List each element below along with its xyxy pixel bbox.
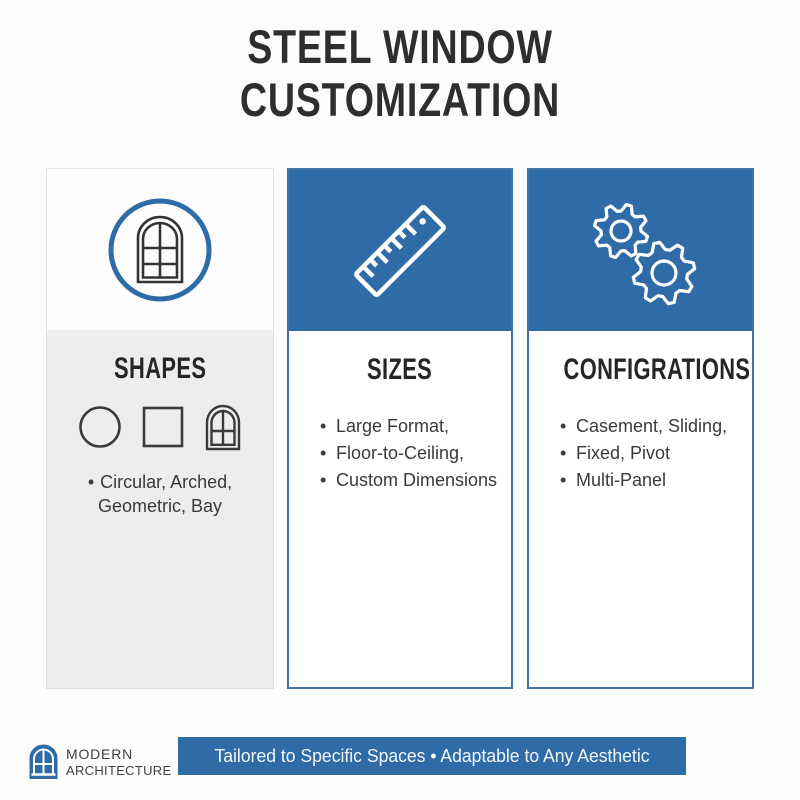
page-title-line1: STEEL WINDOW <box>247 20 553 73</box>
arched-window-in-circle-icon <box>106 196 214 304</box>
shapes-bullet-line2: Geometric, Bay <box>97 496 223 516</box>
card-shapes-heading-text: SHAPES <box>113 352 207 385</box>
sizes-bullet-2: • Floor-to-Ceiling, <box>320 440 511 467</box>
page-title-line2: CUSTOMIZATION <box>239 73 561 126</box>
footer-banner <box>178 737 686 775</box>
shapes-bullet-line1: Circular, Arched, <box>100 472 233 492</box>
page-title <box>0 20 800 126</box>
gears-icon <box>561 183 721 318</box>
card-shapes-header <box>47 169 273 330</box>
shapes-bullet-text <box>47 470 273 518</box>
sizes-bullet-1: • Large Format, <box>320 413 511 440</box>
card-configurations-heading-text: CONFIGRATIONS <box>563 353 751 386</box>
card-configurations-header <box>529 170 752 331</box>
card-shapes-heading <box>47 352 273 386</box>
footer-banner-text: Tailored to Specific Spaces • Adaptable to Any Aesthetic <box>214 745 650 766</box>
brand-name-line1: MODERN <box>66 746 134 762</box>
configurations-bullet-3: • Multi-Panel <box>560 467 752 494</box>
square-shape-icon <box>142 406 184 448</box>
configurations-bullet-1: • Casement, Sliding, <box>560 413 752 440</box>
sizes-bullet-list <box>320 413 511 494</box>
card-sizes <box>287 168 513 689</box>
ruler-icon <box>325 176 475 326</box>
sizes-bullet-3: • Custom Dimensions <box>320 467 511 494</box>
card-shapes <box>46 168 274 689</box>
arched-window-shape-icon <box>204 403 242 451</box>
bullet-dot: • <box>87 472 95 492</box>
card-sizes-header <box>289 170 511 331</box>
card-configurations-heading <box>529 353 752 387</box>
circle-shape-icon <box>78 405 122 449</box>
card-sizes-heading <box>289 353 511 387</box>
shape-icons-row <box>47 402 273 452</box>
configurations-bullet-2: • Fixed, Pivot <box>560 440 752 467</box>
brand-name <box>66 746 171 779</box>
configurations-bullet-list <box>560 413 752 494</box>
card-configurations <box>527 168 754 689</box>
card-sizes-heading-text: SIZES <box>367 353 433 386</box>
brand-name-line2: ARCHITECTURE <box>66 763 172 778</box>
brand-logo-window-icon <box>28 743 59 780</box>
